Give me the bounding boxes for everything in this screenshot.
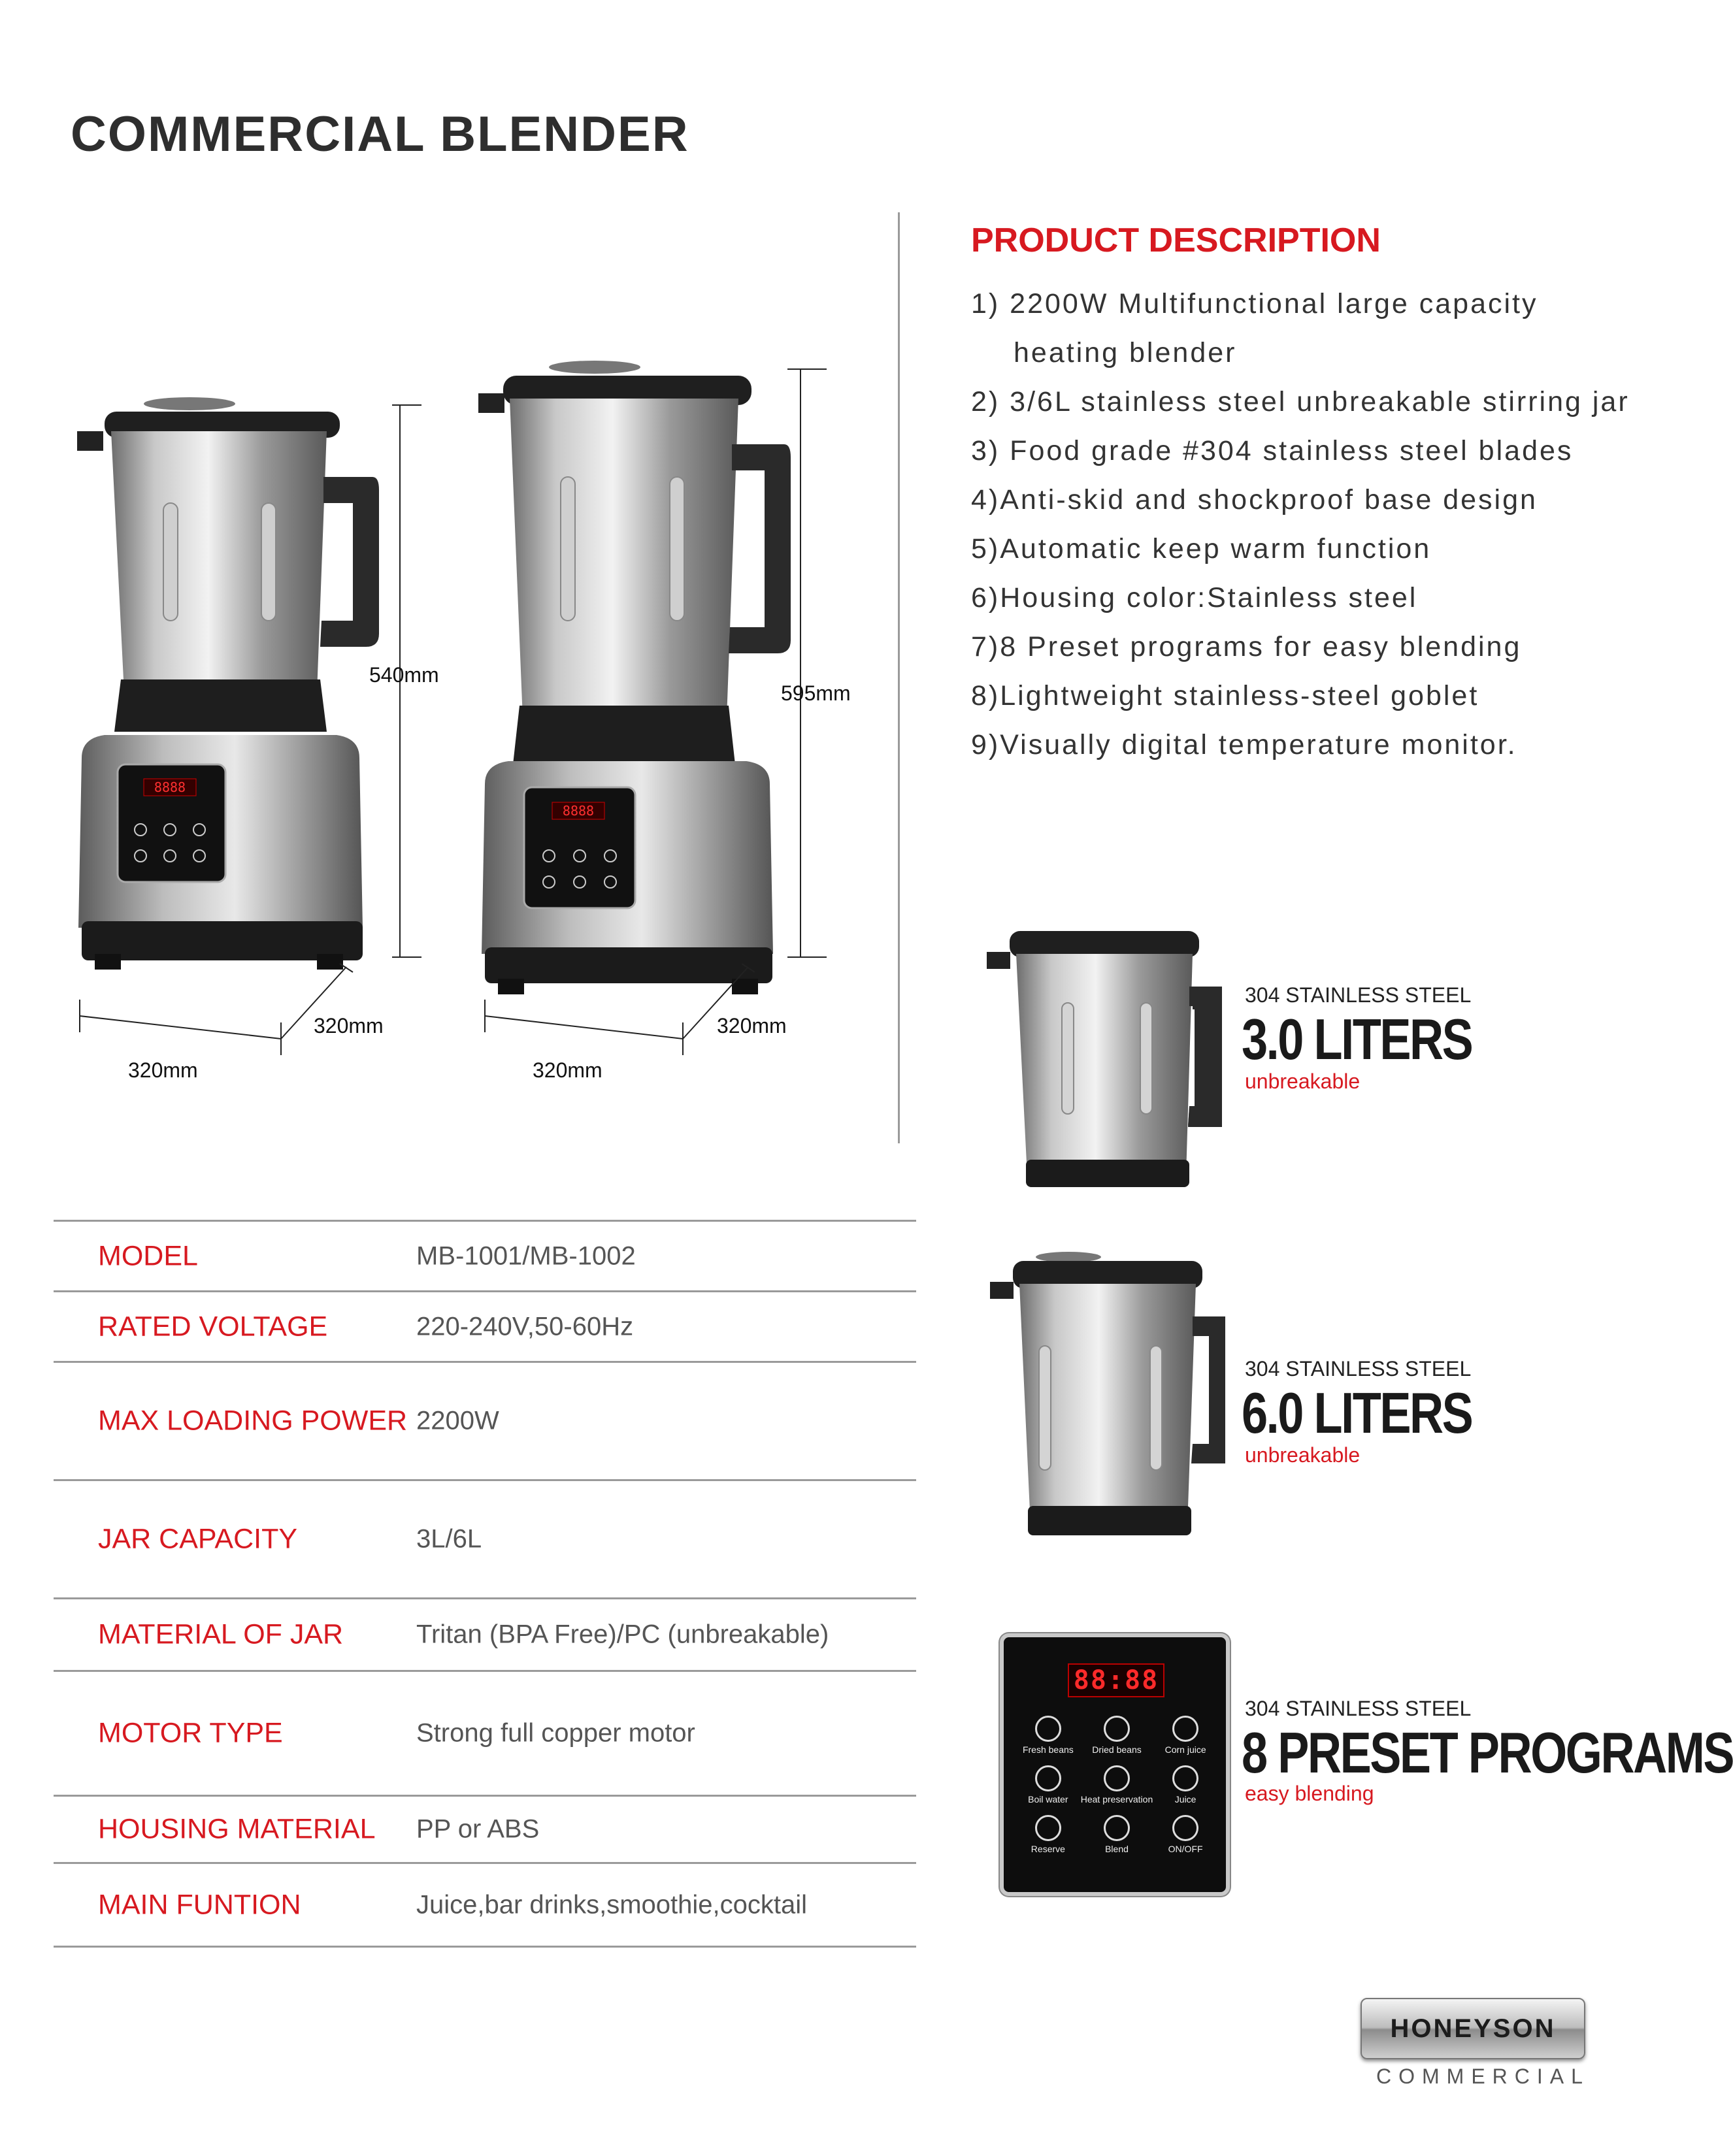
heat-preservation-icon — [1104, 1765, 1130, 1791]
feature-programs-note: easy blending — [1245, 1782, 1374, 1805]
dimension-width-small: 320mm — [128, 1058, 198, 1082]
svg-text:8888: 8888 — [562, 803, 595, 819]
spec-row-housing-material — [54, 1795, 916, 1862]
dimension-width-large: 320mm — [533, 1058, 602, 1082]
fresh-beans-icon — [1035, 1716, 1061, 1742]
dimension-height-small: 540mm — [369, 663, 439, 687]
control-panel-display: 88:88 — [1068, 1663, 1164, 1697]
description-item: 6)Housing color:Stainless steel — [971, 582, 1418, 613]
description-item: 8)Lightweight stainless-steel goblet — [971, 680, 1479, 711]
description-item: 2) 3/6L stainless steel unbreakable stirring jar — [971, 386, 1630, 417]
brand-tagline: COMMERCIAL — [1376, 2065, 1590, 2088]
feature-programs-subtitle: 304 STAINLESS STEEL — [1245, 1697, 1472, 1720]
spec-label: MATERIAL OF JAR — [98, 1618, 344, 1650]
feature-6l-subtitle: 304 STAINLESS STEEL — [1245, 1357, 1472, 1380]
boil-water-icon — [1035, 1765, 1061, 1791]
feature-6l-note: unbreakable — [1245, 1443, 1361, 1467]
dried-beans-icon — [1104, 1716, 1130, 1742]
spec-value: PP or ABS — [416, 1814, 540, 1844]
control-panel-buttons — [1015, 1716, 1218, 1854]
dimension-depth-large: 320mm — [717, 1014, 787, 1037]
spec-row-max-loading-power — [54, 1361, 916, 1479]
dimension-height-large: 595mm — [781, 681, 851, 705]
spec-value: Juice,bar drinks,smoothie,cocktail — [416, 1890, 808, 1919]
spec-value: 2200W — [416, 1406, 499, 1435]
spec-row-jar-capacity — [54, 1479, 916, 1597]
spec-value: 3L/6L — [416, 1524, 482, 1554]
description-item: 3) Food grade #304 stainless steel blades — [971, 435, 1574, 466]
feature-3l-title: 3.0 LITERS — [1242, 1007, 1472, 1071]
power-icon — [1172, 1815, 1198, 1841]
description-item: 4)Anti-skid and shockproof base design — [971, 484, 1538, 515]
spec-label: HOUSING MATERIAL — [98, 1813, 376, 1845]
spec-label: MOTOR TYPE — [98, 1717, 283, 1749]
description-item: 9)Visually digital temperature monitor. — [971, 729, 1517, 760]
clock-icon — [1035, 1815, 1061, 1841]
spec-value: MB-1001/MB-1002 — [416, 1241, 636, 1270]
spec-label: MAX LOADING POWER — [98, 1405, 408, 1437]
spec-label: RATED VOLTAGE — [98, 1311, 328, 1342]
feature-3l-subtitle: 304 STAINLESS STEEL — [1245, 983, 1472, 1007]
spec-row-main-function — [54, 1862, 916, 1948]
program-button-on-off: ON/OFF — [1153, 1815, 1218, 1854]
description-item: 1) 2200W Multifunctional large capacity — [971, 288, 1538, 319]
vertical-divider — [898, 212, 900, 1143]
spec-label: MODEL — [98, 1240, 198, 1271]
description-item: 5)Automatic keep warm function — [971, 533, 1432, 564]
program-button-fresh-beans: Fresh beans — [1015, 1716, 1081, 1755]
spec-row-model — [54, 1220, 916, 1290]
spec-value: Tritan (BPA Free)/PC (unbreakable) — [416, 1620, 829, 1649]
dimension-depth-small: 320mm — [314, 1014, 384, 1037]
description-item: 7)8 Preset programs for easy blending — [971, 631, 1522, 662]
spec-row-motor-type — [54, 1670, 916, 1795]
juice-icon — [1172, 1765, 1198, 1791]
page-title: COMMERCIAL BLENDER — [71, 106, 689, 162]
brand-logo — [1361, 1998, 1585, 2059]
product-description-heading: PRODUCT DESCRIPTION — [971, 221, 1381, 259]
jar-3l-image — [980, 918, 1222, 1192]
program-button-blend: Blend — [1081, 1815, 1153, 1854]
program-button-dried-beans: Dried beans — [1081, 1716, 1153, 1755]
description-item: heating blender — [1014, 337, 1237, 368]
feature-6l-title: 6.0 LITERS — [1242, 1380, 1472, 1445]
spec-table — [54, 1220, 916, 1948]
feature-3l-note: unbreakable — [1245, 1070, 1361, 1093]
corn-juice-icon — [1172, 1716, 1198, 1742]
blender-small-image — [77, 397, 379, 970]
spec-row-material-of-jar — [54, 1597, 916, 1670]
spec-value: Strong full copper motor — [416, 1718, 695, 1748]
blend-icon — [1104, 1815, 1130, 1841]
program-button-heat-preservation: Heat preservation — [1081, 1765, 1153, 1805]
jar-6l-image — [983, 1248, 1225, 1542]
brand-logo-text: HONEYSON — [1390, 2014, 1556, 2043]
program-button-boil-water: Boil water — [1015, 1765, 1081, 1805]
blender-dimension-figure — [65, 353, 876, 1091]
program-button-reserve: Reserve — [1015, 1815, 1081, 1854]
program-button-corn-juice: Corn juice — [1153, 1716, 1218, 1755]
spec-label: MAIN FUNTION — [98, 1889, 301, 1920]
program-button-juice: Juice — [1153, 1765, 1218, 1805]
spec-value: 220-240V,50-60Hz — [416, 1312, 634, 1341]
blender-large-image — [478, 361, 791, 994]
feature-programs-title: 8 PRESET PROGRAMS — [1242, 1720, 1733, 1785]
spec-label: JAR CAPACITY — [98, 1523, 298, 1555]
svg-text:8888: 8888 — [154, 779, 186, 795]
control-panel-image — [1000, 1633, 1230, 1896]
spec-row-rated-voltage — [54, 1290, 916, 1361]
product-description-list — [971, 280, 1630, 770]
